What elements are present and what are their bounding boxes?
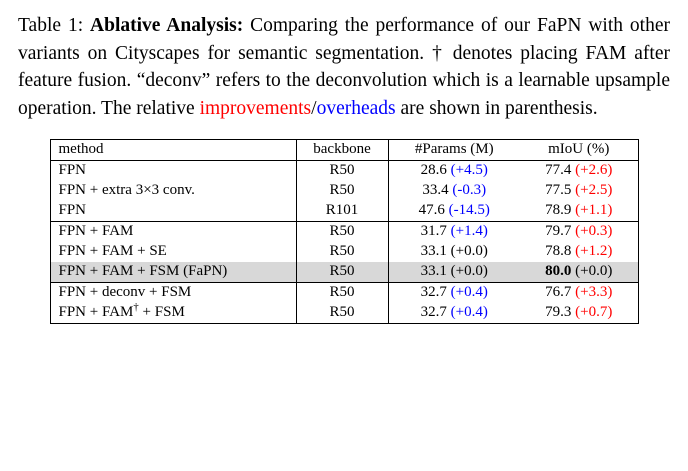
- cell-miou-delta: (+1.2): [575, 243, 613, 260]
- cell-backbone: R50: [296, 221, 388, 242]
- caption-improvements: improvements: [199, 98, 312, 120]
- cell-params: 32.7 (+0.4): [388, 282, 520, 303]
- cell-params-delta: (+0.4): [450, 304, 488, 321]
- cell-params: 33.1 (+0.0): [388, 242, 520, 262]
- cell-params-delta: (-0.3): [452, 182, 487, 199]
- cell-miou-delta: (+2.5): [575, 182, 613, 199]
- table-row: [50, 181, 638, 201]
- cell-params-delta: (+0.0): [450, 243, 488, 260]
- caption-slash: /: [311, 98, 317, 120]
- cell-params: 33.4 (-0.3): [388, 181, 520, 201]
- table-row: [50, 282, 638, 303]
- cell-miou-delta: (+1.1): [575, 202, 613, 219]
- header-params: #Params (M): [388, 139, 520, 160]
- table-row: [50, 242, 638, 262]
- cell-backbone: R50: [296, 282, 388, 303]
- table-row: [50, 303, 638, 324]
- cell-backbone: R50: [296, 181, 388, 201]
- table-row: [50, 160, 638, 181]
- ablative-analysis-table: [50, 139, 639, 324]
- cell-backbone: R50: [296, 303, 388, 324]
- cell-miou: 79.7 (+0.3): [520, 221, 638, 242]
- cell-method: FPN + FAM: [50, 221, 296, 242]
- table-row-highlighted: [50, 262, 638, 283]
- header-miou: mIoU (%): [520, 139, 638, 160]
- cell-method: FPN + FAM + FSM (FaPN): [50, 262, 296, 283]
- cell-miou-delta: (+0.7): [575, 304, 613, 321]
- table-caption: [18, 12, 670, 123]
- table-container: [18, 139, 670, 324]
- cell-miou: 80.0 (+0.0): [520, 262, 638, 283]
- cell-method: FPN + FAM + SE: [50, 242, 296, 262]
- cell-params: 47.6 (-14.5): [388, 201, 520, 222]
- caption-overheads: overheads: [316, 98, 396, 120]
- cell-miou-delta: (+2.6): [575, 162, 613, 179]
- header-method: method: [50, 139, 296, 160]
- cell-params: 32.7 (+0.4): [388, 303, 520, 324]
- cell-method: FPN + extra 3×3 conv.: [50, 181, 296, 201]
- table-row: [50, 221, 638, 242]
- cell-backbone: R50: [296, 262, 388, 283]
- cell-backbone: R50: [296, 242, 388, 262]
- cell-miou: 77.5 (+2.5): [520, 181, 638, 201]
- cell-miou: 78.8 (+1.2): [520, 242, 638, 262]
- cell-params-delta: (+0.0): [450, 263, 488, 280]
- table-header-row: [50, 139, 638, 160]
- cell-backbone: R101: [296, 201, 388, 222]
- cell-params-delta: (-14.5): [448, 202, 490, 219]
- cell-params-delta: (+4.5): [450, 162, 488, 179]
- cell-params: 31.7 (+1.4): [388, 221, 520, 242]
- cell-method: FPN + FAM† + FSM: [50, 303, 296, 324]
- cell-miou: 77.4 (+2.6): [520, 160, 638, 181]
- caption-title: Ablative Analysis:: [90, 15, 244, 36]
- cell-backbone: R50: [296, 160, 388, 181]
- cell-method: FPN: [50, 201, 296, 222]
- cell-miou-delta: (+3.3): [575, 284, 613, 301]
- cell-miou: 76.7 (+3.3): [520, 282, 638, 303]
- table-row: [50, 201, 638, 222]
- cell-miou-delta: (+0.0): [575, 263, 613, 280]
- caption-body-2: are shown in parenthesis.: [395, 98, 598, 120]
- cell-miou-delta: (+0.3): [575, 223, 613, 240]
- caption-body-1: Comparing the performance of our FaPN with other variants on Cityscapes for semantic segmentation. † denotes placing FAM after feature fusion. “deconv” refers to the deconvolution which is a learnable upsample operation. The relative: [18, 15, 670, 120]
- header-backbone: backbone: [296, 139, 388, 160]
- cell-params-delta: (+0.4): [450, 284, 488, 301]
- cell-params-delta: (+1.4): [450, 223, 488, 240]
- cell-method: FPN: [50, 160, 296, 181]
- cell-params: 28.6 (+4.5): [388, 160, 520, 181]
- cell-miou: 79.3 (+0.7): [520, 303, 638, 324]
- cell-miou: 78.9 (+1.1): [520, 201, 638, 222]
- caption-label: Table 1:: [18, 15, 84, 36]
- cell-method: FPN + deconv + FSM: [50, 282, 296, 303]
- cell-params: 33.1 (+0.0): [388, 262, 520, 283]
